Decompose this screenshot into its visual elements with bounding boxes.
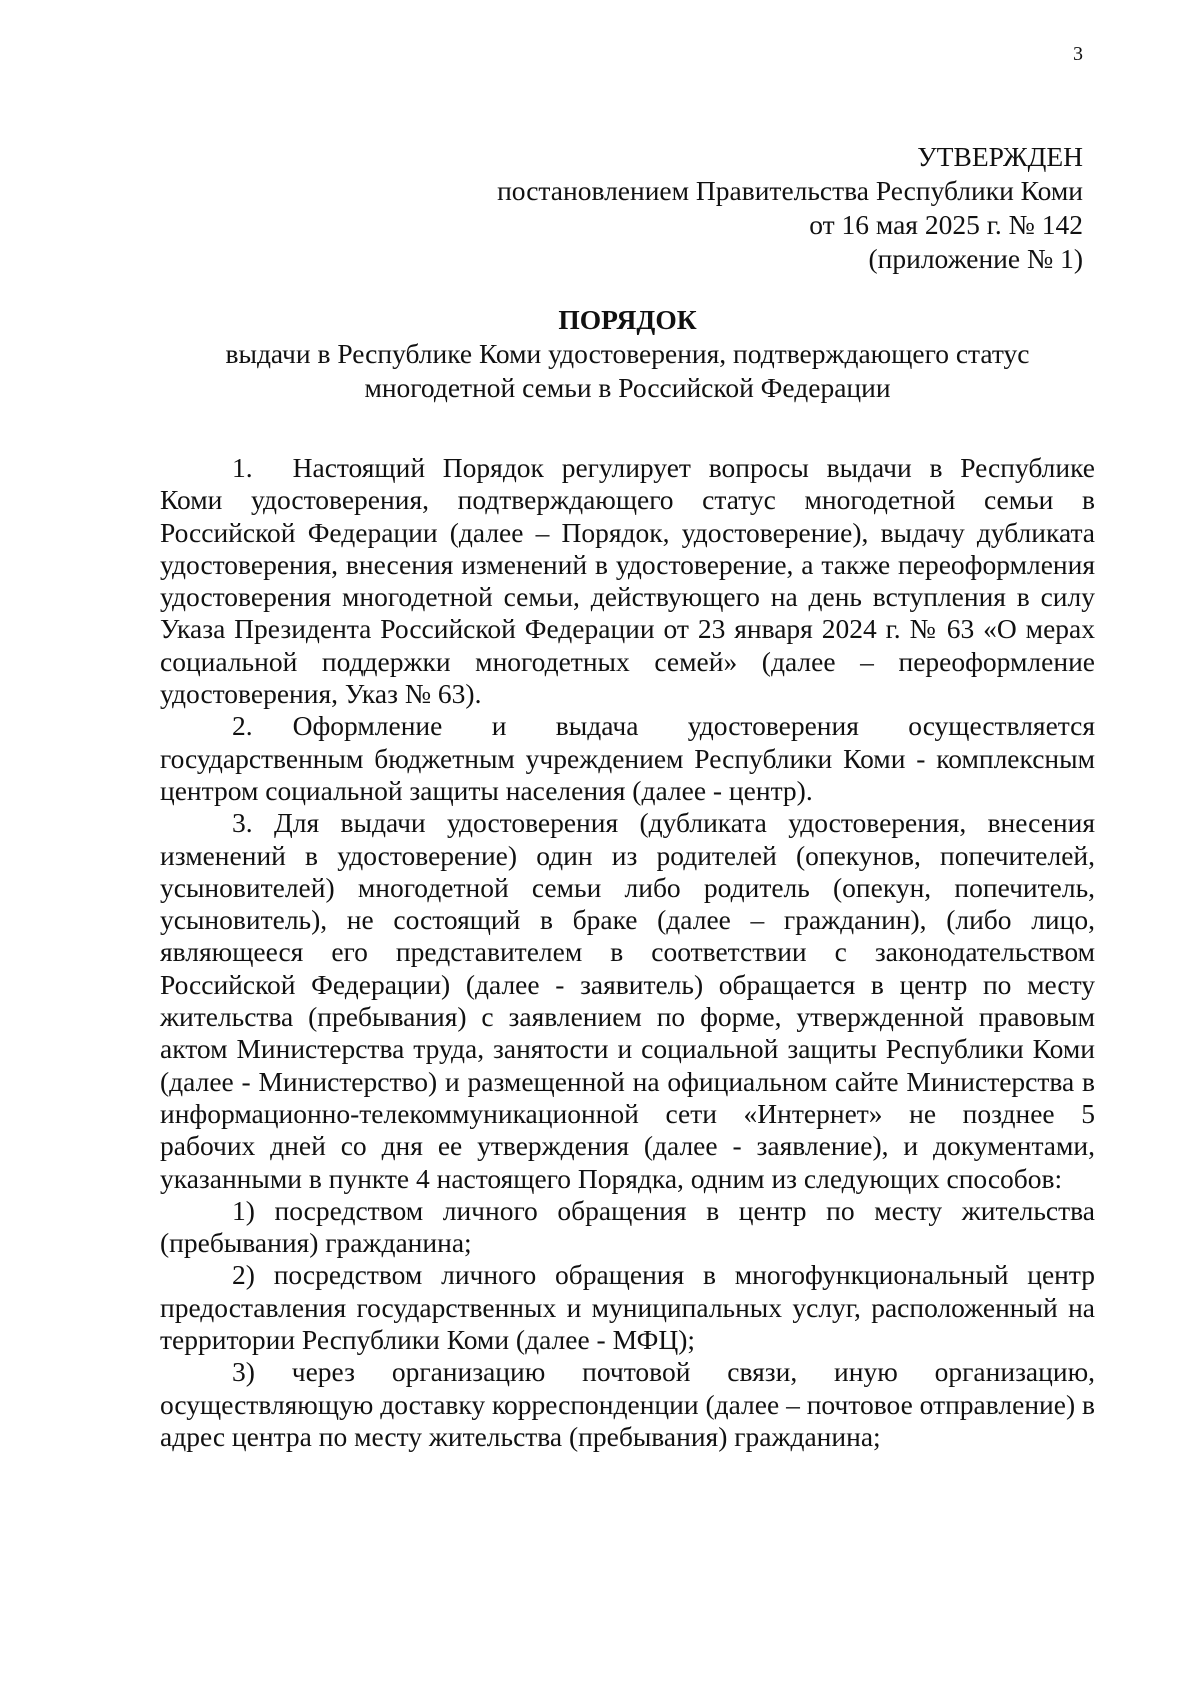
paragraph-3-item-1: 1) посредством личного обращения в центр по месту жительства (пребывания) гражданина; — [160, 1194, 1095, 1259]
title-block — [160, 303, 1095, 405]
paragraph-2-number: 2. — [232, 710, 253, 742]
paragraph-3-item-3: 3) через организацию почтовой связи, иную организацию, осуществляющую доставку корреспонденции (далее – почтовое отправление) в адрес центра по месту жительства (пребывания) гражданина; — [160, 1356, 1095, 1452]
document-body — [160, 452, 1095, 1453]
approval-line-date: от 16 мая 2025 г. № 142 — [809, 209, 1083, 240]
approval-line-approved: УТВЕРЖДЕН — [917, 141, 1083, 172]
approval-line-appendix: (приложение № 1) — [868, 243, 1083, 274]
document-subtitle-line-2: многодетной семьи в Российской Федерации — [364, 372, 891, 403]
paragraph-2-text: Оформление и выдача удостоверения осуществляется государственным бюджетным учреждением Республики Коми - комплексным центром социальной защиты населения (далее - центр). — [160, 710, 1095, 806]
paragraph-1 — [160, 452, 1095, 710]
paragraph-3: 3. Для выдачи удостоверения (дубликата удостоверения, внесения изменений в удостоверение) один из родителей (опекунов, попечителей, усыновителей) многодетной семьи либо родитель (опекун, попечитель, усыновитель), не состоящий в браке (далее – гражданин), (либо лицо, являющееся его представителем в соответствии с законодательством Российской Федерации) (далее - заявитель) обращается в центр по месту жительства (пребывания) с заявлением по форме, утвержденной правовым актом Министерства труда, занятости и социальной защиты Республики Коми (далее - Министерство) и размещенной на официальном сайте Министерства в информационно-телекоммуникационной сети «Интернет» не позднее 5 рабочих дней со дня ее утверждения (далее - заявление), и документами, указанными в пункте 4 настоящего Порядка, одним из следующих способов: — [160, 807, 1095, 1194]
paragraph-1-text: Настоящий Порядок регулирует вопросы выдачи в Республике Коми удостоверения, подтверждающего статус многодетной семьи в Российской Федерации (далее – Порядок, удостоверение), выдачу дубликата удостоверения, внесения изменений в удостоверение, а также переоформления удостоверения многодетной семьи, действующего на день вступления в силу Указа Президента Российской Федерации от 23 января 2024 г. № 63 «О мерах социальной поддержки многодетных семей» (далее – переоформление удостоверения, Указ № 63). — [160, 452, 1095, 710]
document-subtitle-line-1: выдачи в Республике Коми удостоверения, подтверждающего статус — [225, 338, 1030, 369]
paragraph-3-item-2: 2) посредством личного обращения в многофункциональный центр предоставления государственных и муниципальных услуг, расположенный на территории Республики Коми (далее - МФЦ); — [160, 1259, 1095, 1356]
approval-line-resolution: постановлением Правительства Республики Коми — [497, 175, 1083, 206]
paragraph-2 — [160, 710, 1095, 807]
document-title: ПОРЯДОК — [558, 304, 697, 335]
approval-stamp — [497, 140, 1083, 276]
paragraph-1-number: 1. — [232, 452, 253, 483]
page-number: 3 — [1073, 43, 1083, 65]
